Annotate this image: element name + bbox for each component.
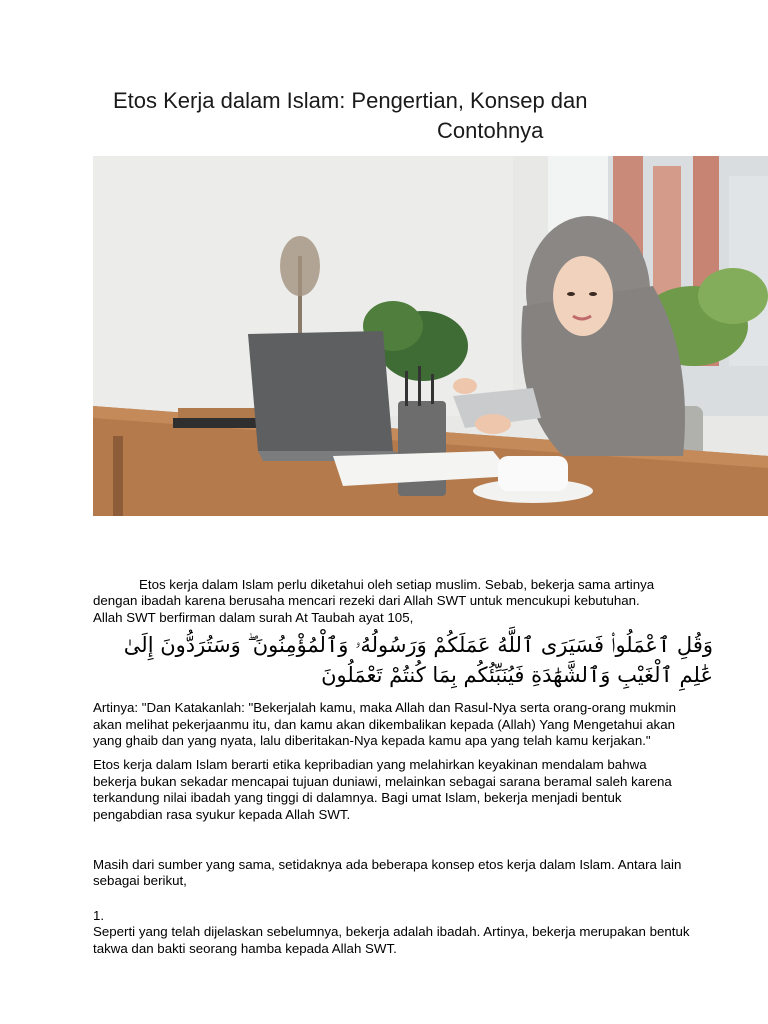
title-line-2: Contohnya xyxy=(437,118,544,143)
photo-illustration xyxy=(93,156,768,516)
paragraph-definisi: Etos kerja dalam Islam berarti etika kepribadian yang melahirkan keyakinan mendalam bahwa bekerja bukan sekadar mencapai tujuan duniawi, melainkan sebagai sarana beramal saleh karena terkandung nilai ibadah yang tinggi di dalamnya. Bagi umat Islam, bekerja menjadi bentuk pengabdian rasa syukur kepada Allah SWT. xyxy=(93,757,672,822)
paragraph-firman: Allah SWT berfirman dalam surah At Taubah ayat 105, xyxy=(93,609,414,625)
page-title xyxy=(0,86,768,146)
paragraph-intro: Etos kerja dalam Islam perlu diketahui oleh setiap muslim. Sebab, bekerja sama artinya dengan ibadah karena berusaha mencari rezeki dari Allah SWT untuk mencukupi kebutuhan. xyxy=(93,577,655,609)
paragraph-artinya: Artinya: "Dan Katakanlah: "Bekerjalah kamu, maka Allah dan Rasul-Nya serta orang-orang mukmin akan melihat pekerjaanmu itu, dan kamu akan dikembalikan kepada (Allah) Yang Mengetahui akan yang ghaib dan yang nyata, lalu diberitakan-Nya kepada kamu apa yang telah kamu kerjakan." xyxy=(93,700,676,749)
article-photo xyxy=(93,156,768,516)
arabic-verse: وَقُلِ ٱعْمَلُوا۟ فَسَيَرَى ٱللَّهُ عَمَلَكُمْ وَرَسُولُهُۥ وَٱلْمُؤْمِنُونَ ۖ وَسَتُرَدُّونَ إِلَىٰ عَٰلِمِ ٱلْغَيْبِ وَٱلشَّهَٰدَةِ فَيُنَبِّئُكُم بِمَا كُنتُمْ تَعْمَلُونَ xyxy=(123,633,713,688)
article-body xyxy=(93,577,713,957)
paragraph-konsep: Masih dari sumber yang sama, setidaknya ada beberapa konsep etos kerja dalam Islam. Antara lain sebagai berikut, xyxy=(93,857,682,889)
list-item-text: Seperti yang telah dijelaskan sebelumnya, bekerja adalah ibadah. Artinya, bekerja merupakan bentuk takwa dan bakti seorang hamba kepada Allah SWT. xyxy=(93,924,690,956)
list-item-number: 1. xyxy=(93,907,105,923)
title-line-1: Etos Kerja dalam Islam: Pengertian, Konsep dan xyxy=(113,88,588,113)
